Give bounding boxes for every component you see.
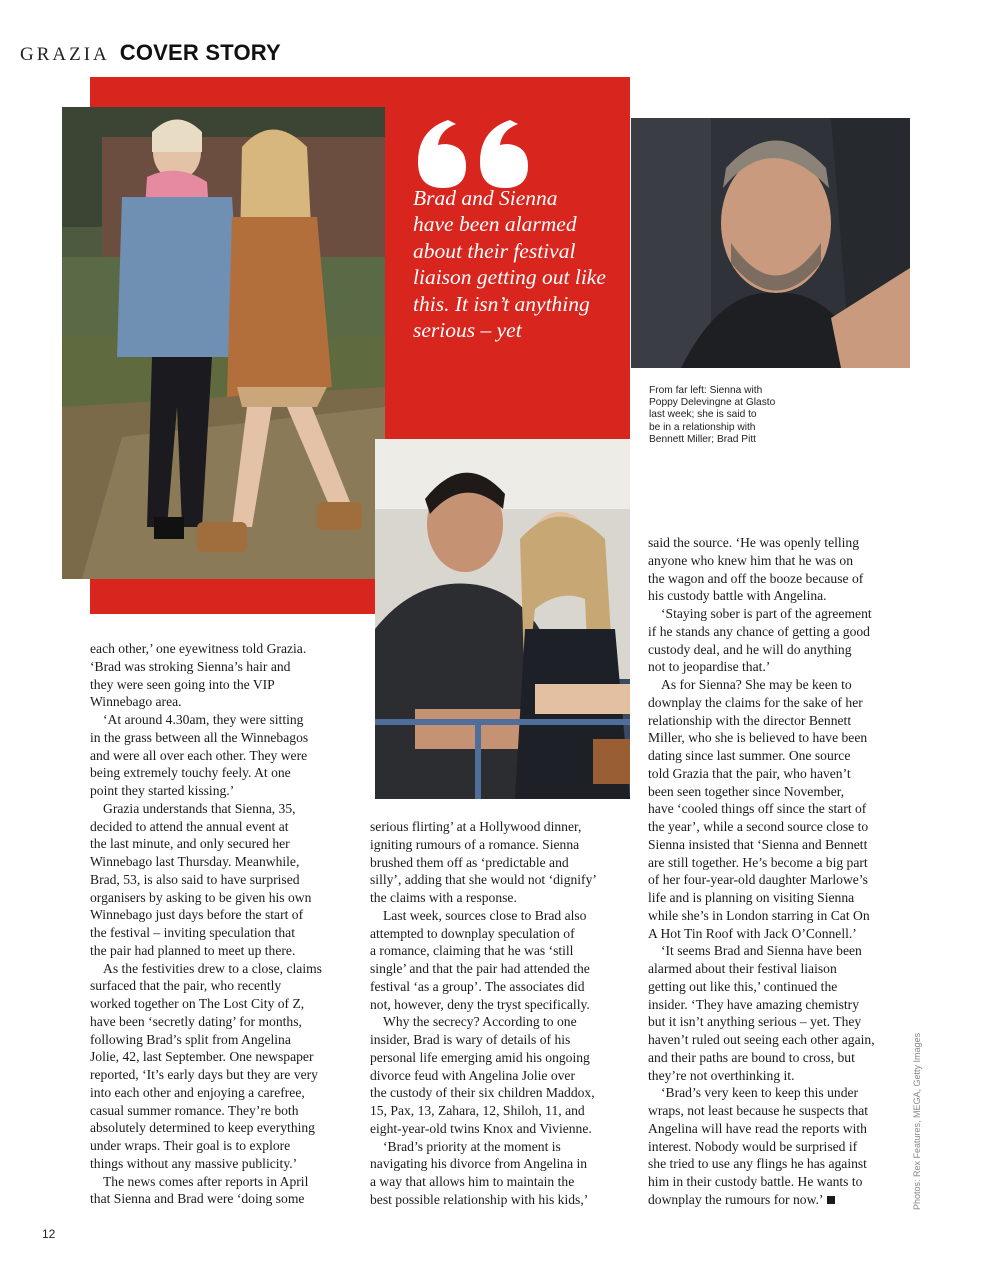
brad-pitt-photo (631, 118, 910, 368)
article-column-3 (648, 534, 913, 1209)
paragraph: ‘At around 4.30am, they were sitting in the grass between all the Winnebagos and were all over each other. They were being extremely touchy feely. At one point they started kissing.’ (90, 712, 309, 798)
end-of-article-icon (827, 1196, 835, 1204)
paragraph: The news comes after reports in April that Sienna and Brad were ‘doing some (90, 1173, 309, 1207)
article-column-1 (90, 640, 360, 1208)
article-column-2 (370, 818, 635, 1209)
paragraph: Grazia understands that Sienna, 35, decided to attend the annual event at the last minute, and only secured her Winnebago last Thursday. Meanwhile, Brad, 53, is also said to have surprised organisers by asking to be given his own Winnebago just days before the start of the festival – inviting speculation that the pair had planned to meet up there. (90, 800, 312, 958)
paragraph: As for Sienna? She may be keen to downplay the claims for the sake of her relationship with the director Bennett Miller, who she is believed to have been dating since last summer. One source told Grazia that the pair, who haven’t been seen together since November, have ‘cooled things off since the start of the year’, while a second source close to Sienna insisted that ‘Sienna and Bennett are still together. He’s become a big part of her four-year-old daughter Marlowe’s life and is planning on visiting Sienna while she’s in London starring in Cat On A Hot Tin Roof with Jack O’Connell.’ (648, 677, 870, 941)
paragraph: ‘Brad’s very keen to keep this under wraps, not least because he suspects that Angelina will have read the reports with interest. Nobody would be surprised if she tried to use any flings he has against him in their custody battle. He wants to downplay the rumours for now.’ (648, 1085, 869, 1207)
festival-photo (62, 107, 385, 579)
page-number: 12 (42, 1227, 56, 1241)
brand-logo: GRAZIA (20, 44, 110, 65)
pull-quote: Brad and Sienna have been alarmed about their festival liaison getting out like this. It isn’t anything serious – yet (413, 186, 606, 343)
paragraph: ‘It seems Brad and Sienna have been alarmed about their festival liaison getting out like this,’ continued the insider. ‘They have amazing chemistry but it isn’t anything serious – yet. They haven’t ruled out seeing each other again, and their paths are bound to cross, but they’re not overthinking it. (648, 943, 875, 1083)
quote-mark-icon (408, 100, 538, 190)
photo-caption: From far left: Sienna with Poppy Delevingne at Glasto last week; she is said to be in a relationship with Bennett Miller; Brad Pitt (649, 385, 776, 445)
paragraph: As the festivities drew to a close, claims surfaced that the pair, who recently worked together on The Lost City of Z, have been ‘secretly dating’ for months, following Brad’s split from Angelina Jolie, 42, last September. One newspaper reported, ‘It’s early days but they are very into each other and enjoying a carefree, casual summer romance. They’re both absolutely determined to keep everything under wraps. Their goal is to explore things without any massive publicity.’ (90, 960, 322, 1171)
paragraph: Last week, sources close to Brad also attempted to downplay speculation of a romance, claiming that he was ‘still single’ and that the pair had attended the festival ‘as a group’. The associates did not, however, deny the tryst specifically. (370, 907, 590, 1012)
section-title: COVER STORY (119, 40, 281, 65)
photo-credit: Photos: Rex Features, MEGA, Getty Images (912, 1032, 922, 1210)
paragraph: serious flirting’ at a Hollywood dinner, igniting rumours of a romance. Sienna brushed them off as ‘predictable and silly’, adding that she would not ‘dignify’ the claims with a response. (370, 819, 597, 905)
page-header (20, 40, 281, 70)
sienna-bennett-photo (375, 439, 630, 799)
paragraph: each other,’ one eyewitness told Grazia. ‘Brad was stroking Sienna’s hair and they were seen going into the VIP Winnebago area. (90, 641, 307, 710)
paragraph: Why the secrecy? According to one insider, Brad is wary of details of his personal life emerging amid his ongoing divorce feud with Angelina Jolie over the custody of their six children Maddox, 15, Pax, 13, Zahara, 12, Shiloh, 11, and eight-year-old twins Knox and Vivienne. (370, 1014, 595, 1136)
paragraph: said the source. ‘He was openly telling anyone who knew him that he was on the wagon and off the booze because of his custody battle with Angelina. (648, 535, 864, 604)
paragraph: ‘Brad’s priority at the moment is navigating his divorce from Angelina in a way that allows him to maintain the best possible relationship with his kids,’ (370, 1138, 589, 1207)
paragraph: ‘Staying sober is part of the agreement if he stands any chance of getting a good custody deal, and he will do anything not to jeopardise that.’ (648, 606, 872, 675)
